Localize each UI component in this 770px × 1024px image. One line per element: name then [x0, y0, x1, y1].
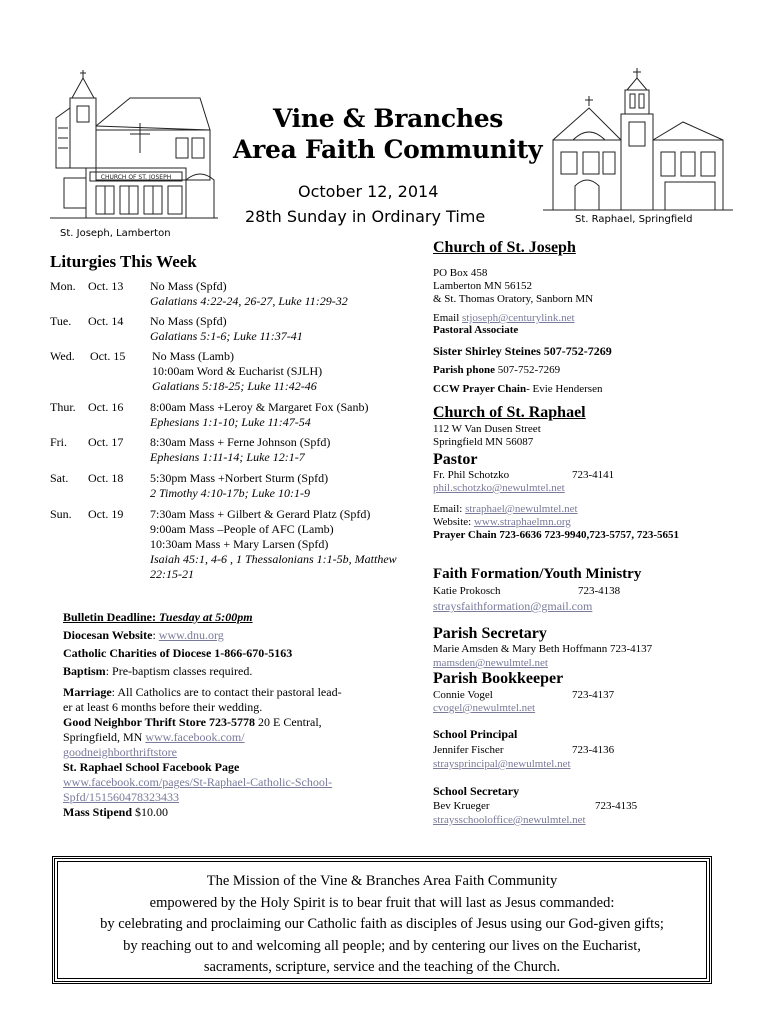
liturgies-heading: Liturgies This Week — [50, 252, 197, 271]
thrift-line — [63, 715, 363, 730]
website-label: Website: — [433, 516, 474, 528]
prayer-chain-label: Prayer Chain — [433, 529, 497, 541]
pastor-phone: 723-4141 — [572, 469, 615, 481]
faith-formation-phone: 723-4138 — [578, 585, 621, 597]
liturgy-reading: 2 Timothy 4:10-17b; Luke 10:1-9 — [150, 486, 310, 500]
stipend-value: $10.00 — [132, 805, 169, 819]
mission-line: by reaching out to and welcoming all people; and by centering our lives on the Eucharist, — [123, 937, 641, 954]
liturgy-event: 8:00am Mass +Leroy & Margaret Fox (Sanb) — [150, 400, 369, 414]
secretary-names: Marie Amsden & Mary Beth Hoffmann 723-4137 — [433, 643, 653, 655]
faith-formation-heading: Faith Formation/Youth Ministry — [433, 566, 642, 582]
email-label: Email: — [433, 503, 466, 515]
parish-email-line — [433, 503, 578, 516]
deadline-label: Bulletin Deadline — [63, 610, 153, 624]
st-joseph-email-link[interactable]: stjoseph@centurylink.net — [462, 312, 575, 324]
bulletin-title-line1: Vine & Branches — [273, 104, 504, 133]
ccw-line — [433, 383, 602, 396]
liturgy-event: No Mass (Spfd) — [150, 314, 227, 328]
diocesan-link[interactable]: www.dnu.org — [158, 628, 224, 642]
stipend-label: Mass Stipend — [63, 805, 133, 819]
st-joseph-heading: Church of St. Joseph — [433, 239, 576, 256]
liturgy-weekday: Mon. — [50, 279, 76, 293]
baptism-text: : Pre-baptism classes required. — [105, 664, 253, 678]
pastor-email-link[interactable]: phil.schotzko@newulmtel.net — [433, 482, 565, 494]
liturgy-event: 10:30am Mass + Mary Larsen (Spfd) — [150, 537, 329, 551]
prayer-chain-line — [433, 529, 679, 542]
church-sign-text: CHURCH OF ST. JOSEPH — [100, 174, 172, 181]
mission-line: sacraments, scripture, service and the teaching of the Church. — [203, 959, 561, 975]
principal-phone: 723-4136 — [572, 744, 615, 756]
mission-line: empowered by the Holy Spirit is to bear fruit that will last as Jesus commanded: — [149, 894, 615, 911]
liturgy-event: 8:30am Mass + Ferne Johnson (Spfd) — [150, 435, 331, 449]
caption-st-joseph: St. Joseph, Lamberton — [60, 228, 171, 239]
faith-formation-email-link[interactable]: straysfaithformation@gmail.com — [433, 599, 593, 613]
mission-line: by celebrating and proclaiming our Catholic faith as disciples of Jesus using our God-given gifts; — [100, 916, 664, 932]
liturgy-date: Oct. 13 — [88, 279, 124, 293]
st-joseph-po-box: PO Box 458 — [433, 267, 488, 279]
school-secretary-heading: School Secretary — [433, 784, 520, 798]
ccw-label: CCW Prayer Chain — [433, 383, 527, 395]
thrift-facebook-link[interactable]: www.facebook.com/ — [145, 730, 245, 744]
liturgy-reading: Ephesians 1:11-14; Luke 12:1-7 — [150, 450, 305, 464]
prayer-chain-numbers: 723-6636 723-9940,723-5757, 723-5651 — [496, 529, 680, 541]
liturgy-reading: Galatians 5:1-6; Luke 11:37-41 — [150, 329, 303, 343]
marriage-text: : All Catholics are to contact their pastoral lead- — [111, 685, 342, 699]
liturgy-weekday: Wed. — [50, 349, 75, 363]
deadline-value: Tuesday at 5:00pm — [159, 610, 253, 624]
parish-email-link[interactable]: straphael@newulmtel.net — [465, 503, 578, 515]
liturgy-event: No Mass (Lamb) — [152, 349, 234, 363]
bookkeeper-heading: Parish Bookkeeper — [433, 670, 564, 687]
mission-line: The Mission of the Vine & Branches Area Faith Community — [206, 873, 558, 889]
thrift-name: Good Neighbor Thrift Store 723-5778 — [63, 715, 256, 729]
pastor-name: Fr. Phil Schotzko — [433, 469, 510, 481]
liturgy-reading: Isaiah 45:1, 4-6 , 1 Thessalonians 1:1-5b, Matthew 22:15-21 — [150, 552, 397, 581]
thrift-facebook-link-cont[interactable]: goodneighborthriftstore — [63, 745, 177, 759]
bookkeeper-email-link[interactable]: cvogel@newulmtel.net — [433, 702, 536, 714]
school-secretary-phone: 723-4135 — [595, 800, 638, 812]
liturgy-event: 7:30am Mass + Gilbert & Gerard Platz (Spfd) — [150, 507, 371, 521]
diocesan-label: Diocesan Website — [63, 628, 153, 642]
website-line — [433, 516, 571, 529]
st-joseph-church-illustration — [50, 68, 220, 228]
parish-phone: 507-752-7269 — [495, 364, 561, 376]
principal-name: Jennifer Fischer — [433, 744, 504, 756]
liturgy-date: Oct. 19 — [88, 507, 124, 521]
thrift-address: 20 E Central, — [255, 715, 322, 729]
marriage-line — [63, 685, 363, 700]
liturgy-date: Oct. 15 — [90, 349, 126, 363]
liturgy-event: No Mass (Spfd) — [150, 279, 227, 293]
st-joseph-city: Lamberton MN 56152 — [433, 280, 532, 292]
ccw-name: - Evie Hendersen — [526, 383, 603, 395]
bulletin-date: October 12, 2014 — [298, 182, 439, 201]
stipend-line — [63, 805, 363, 820]
liturgy-date: Oct. 14 — [88, 314, 124, 328]
liturgy-event: 9:00am Mass –People of AFC (Lamb) — [150, 522, 334, 536]
st-raphael-church-illustration — [543, 68, 733, 216]
bulletin-title-line2: Area Faith Community — [233, 135, 543, 164]
liturgical-sunday: 28th Sunday in Ordinary Time — [245, 207, 486, 226]
liturgy-date: Oct. 18 — [88, 471, 124, 485]
principal-heading: School Principal — [433, 727, 518, 741]
st-raphael-heading: Church of St. Raphael — [433, 404, 586, 421]
liturgy-weekday: Sat. — [50, 471, 69, 485]
liturgy-weekday: Tue. — [50, 314, 72, 328]
liturgy-date: Oct. 16 — [88, 400, 124, 414]
liturgy-weekday: Thur. — [50, 400, 76, 414]
deadline-line: Bulletin Deadline: Tuesday at 5:00pm — [63, 610, 253, 624]
school-facebook-link-cont[interactable]: Spfd/151560478323433 — [63, 790, 180, 804]
pastoral-associate-label: Pastoral Associate — [433, 324, 519, 336]
liturgy-event: 5:30pm Mass +Norbert Sturm (Spfd) — [150, 471, 329, 485]
diocesan-line: Diocesan Website: www.dnu.org — [63, 628, 224, 642]
pastoral-associate-name: Sister Shirley Steines 507-752-7269 — [433, 344, 612, 358]
principal-email-link[interactable]: straysprincipal@newulmtel.net — [433, 758, 571, 770]
st-raphael-city: Springfield MN 56087 — [433, 436, 534, 448]
st-raphael-address: 112 W Van Dusen Street — [433, 423, 541, 435]
parish-phone-line — [433, 364, 560, 377]
email-label: Email — [433, 312, 463, 324]
marriage-line2: er at least 6 months before their wedding. — [63, 700, 263, 714]
secretary-email-link[interactable]: mamsden@newulmtel.net — [433, 657, 548, 669]
caption-st-raphael: St. Raphael, Springfield — [575, 214, 693, 225]
liturgy-reading: Galatians 5:18-25; Luke 11:42-46 — [152, 379, 317, 393]
mission-statement — [55, 871, 709, 979]
school-secretary-name: Bev Krueger — [433, 800, 490, 812]
baptism-line — [63, 664, 363, 679]
st-joseph-oratory: & St. Thomas Oratory, Sanborn MN — [433, 293, 594, 305]
liturgy-weekday: Sun. — [50, 507, 72, 521]
pastor-heading: Pastor — [433, 451, 478, 468]
website-link[interactable]: www.straphaelmn.org — [473, 516, 571, 528]
charities-line: Catholic Charities of Diocese 1-866-670-5163 — [63, 646, 293, 660]
bookkeeper-name: Connie Vogel — [433, 689, 493, 701]
school-secretary-email-link[interactable]: straysschooloffice@newulmtel.net — [433, 814, 586, 826]
liturgy-reading: Ephesians 1:1-10; Luke 11:47-54 — [150, 415, 311, 429]
school-facebook-link[interactable]: www.facebook.com/pages/St-Raphael-Catholic-School- — [63, 775, 333, 789]
thrift-city: Springfield, MN — [63, 730, 146, 744]
secretary-heading: Parish Secretary — [433, 625, 547, 642]
bookkeeper-phone: 723-4137 — [572, 689, 615, 701]
baptism-label: Baptism — [63, 664, 106, 678]
thrift-city-line — [63, 730, 363, 745]
liturgy-weekday: Fri. — [50, 435, 68, 449]
parish-phone-label: Parish phone — [433, 364, 496, 376]
liturgy-reading: Galatians 4:22-24, 26-27, Luke 11:29-32 — [150, 294, 348, 308]
liturgy-date: Oct. 17 — [88, 435, 124, 449]
bulletin-info — [63, 610, 363, 820]
faith-formation-name: Katie Prokosch — [433, 585, 501, 597]
marriage-label: Marriage — [63, 685, 112, 699]
school-facebook-heading: St. Raphael School Facebook Page — [63, 760, 240, 774]
liturgy-event: 10:00am Word & Eucharist (SJLH) — [152, 364, 323, 378]
mission-statement-box — [52, 856, 712, 984]
